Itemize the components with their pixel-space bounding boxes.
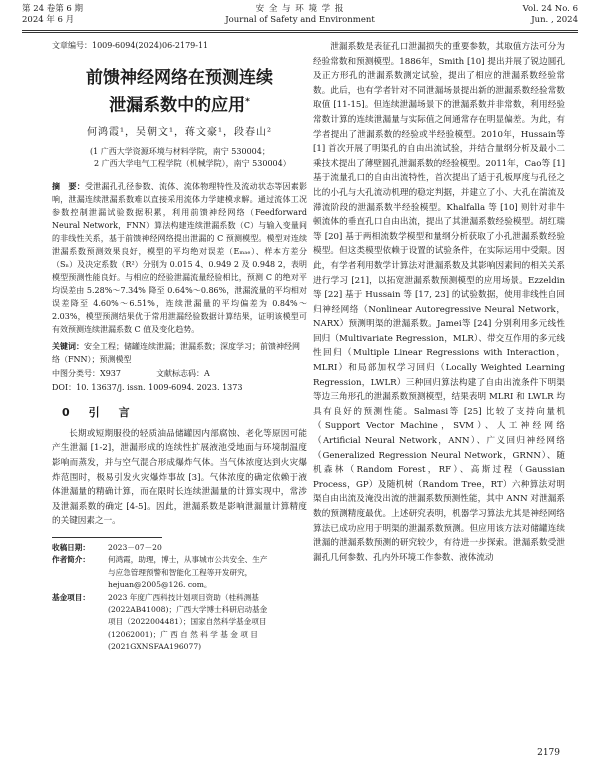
footnote-line: (2022AB41008)；广西大学博士科研启动基金 (108, 605, 268, 615)
authors: 何鸿霞¹，吴朝文¹，蒋文豪¹，段春山² (86, 126, 273, 138)
footnote-line: 与应急管理预警和智能化工程等开发研究， (108, 567, 253, 577)
title-footnote-mark: * (245, 97, 250, 107)
header-center (0, 4, 600, 26)
class-code: 中图分类号：X937 (52, 369, 121, 379)
keywords (52, 340, 307, 366)
doi: DOI：10. 13637/j. issn. 1009-6094. 2023. 1373 (52, 383, 243, 393)
volume-en: Vol. 24 No. 6 (522, 4, 578, 14)
left-column (52, 40, 307, 654)
footnote-line: hejuan@2005@126. com。 (108, 580, 212, 590)
affiliation-1: (1 广西大学资源环境与材料学院，南宁 530004； (90, 147, 270, 157)
classification-line (52, 368, 307, 380)
page-number: 2179 (537, 748, 560, 758)
affiliations (90, 146, 307, 170)
journal-cn: 安 全 与 环 境 学 报 (255, 4, 345, 14)
date-cn: 2024 年 6 月 (22, 15, 75, 25)
abstract-label: 摘 要： (52, 182, 85, 192)
volume-cn: 第 24 卷第 6 期 (22, 4, 84, 14)
intro-paragraph: 长期或短期服役的轻质油品储罐因内部腐蚀、老化等原因可能产生泄漏 [1-2]，泄漏形成的连续性扩展液池受地面与环境制温度影响而蒸发，并与空气混合形成爆炸气体。当气体浓度达到火灾爆炸范围时，极易引发火灾爆炸事故 [3]。气体浓度的确定依赖于液体泄漏量的精确计算，而在限时长连续泄漏量的计算实现中，常涉及泄漏系数的确定 [4-5]。因此，泄漏系数是影响泄漏量计算精度的关键因素之一。 (52, 428, 307, 527)
footnote-line: 2023 年度广西科技计划项目资助（桂科测基 (108, 592, 259, 602)
header-rule-thin (22, 32, 578, 33)
header-rule (22, 30, 578, 31)
abstract (52, 180, 307, 336)
keywords-label: 关键词： (52, 342, 84, 352)
footnote-line: (12062001)；广 西 自 然 科 学 基 金 项 目 (108, 629, 258, 639)
section-heading: 0 引 言 (62, 406, 134, 420)
footnotes (52, 542, 307, 654)
footnote-label: 作者简介： (52, 555, 90, 565)
title-line-2-text: 泄漏系数中的应用 (109, 95, 246, 116)
date-en: Jun. , 2024 (531, 15, 578, 25)
footnote-line: 2023－07－20 (108, 543, 162, 552)
affiliation-2: 2 广西大学电气工程学院（机械学院），南宁 530004） (94, 159, 291, 169)
footnote-funding (52, 592, 307, 654)
footnote-line: 何鸿霞，助理，博士，从事城市公共安全、生产 (108, 555, 268, 565)
title-line-1: 前馈神经网络在预测连续 (86, 68, 273, 88)
footnote-label: 基金项目： (52, 592, 90, 602)
title-line-2 (52, 90, 307, 118)
footnote-line: 项目（2022004481）；国家自然科学基金项目 (108, 617, 267, 627)
journal-en: Journal of Safety and Environment (225, 15, 375, 25)
footnote-author (52, 554, 307, 591)
paper-title (52, 66, 307, 118)
footnote-line: (2021GXNSFAA196077) (108, 642, 202, 652)
header-right (523, 4, 578, 26)
running-header (0, 0, 600, 30)
article-number: 文章编号：1009-6094(2024)06-2179-11 (52, 41, 209, 50)
doc-code: 文献标志码：A (156, 369, 210, 379)
abstract-text: 受泄漏孔孔径参数、流体、流体物理特性及流动状态等因素影响，泄漏连续泄漏系数难以直接采用流体力学建模求解。通过流体工况参数控制泄漏试验数据积累，利用前馈神经网络（Feedforward Neural Network，FNN）算法构建连续泄漏系数（C）与输入变量间的非线性关系，基于前馈神经网络提出泄漏的 C 预测模型。模型对连续泄漏系数预测效果良好，模型的平均绝对误差（Eₘₐₑ）、样本方差分（Sₙ）及决定系数（R²）分别为 0.015 4、0.949 2 及 0.948 2，表明模型预测性能良好。与相应的经验泄漏流量经验相比，预测 C 的绝对平均误差由 5.28%～7.34% 降至 0.64%～0.86%，泄漏流量的平均相对误差降至 4.60%～6.51%，连续泄漏量的平均偏差为 0.84%～2.03%，模型预测结果优于常用泄漏经验数据计算结果，证明该模型可有效预测连续泄漏系数 C 值及变化趋势。 (52, 182, 308, 335)
footnote-received (52, 542, 307, 554)
body-paragraph: 泄漏系数是表征孔口泄漏损失的重要参数，其取值方法可分为经验常数和预测模型。1886年，Smith [10] 提出并展了锐边圆孔及正方形孔的泄漏系数测定试验，提出了相应的泄漏系数经验常数。此后，也有学者针对不同泄漏场景提出新的泄漏系数经验常数取值 [11-15]。但连续泄漏场景下的泄漏系数并非常数，利用经验常数计算的连续泄漏量与实际值之间通常存在明显偏差。为此，有学者提出了泄漏系数的经验或半经验模型。2010年，Hussain等 [1] 首次开展了明渠孔的自由出流试验，并结合量纲分析及最小二乘技术提出了薄壁圆孔泄漏系数的经验模型。2011年，Cao等 [1] 基于流量孔口的自由出流特性，首次提出了适于孔板厚度与孔径之比的小孔与大孔流动机理的稳定判据，并建立了小、大孔在湍流及滞流阶段的泄漏系数半经验模型。Khalfalla 等 [10] 则针对非牛顿流体的垂直孔口自由出流，提出了其泄漏系数经验模型。胡红瑞等 [20] 基于两相流数学模型和量纲分析获取了小孔泄漏系数经验模型。但这类模型依赖于设置的试验条件，在实际运用中受限。因此，有学者利用数学计算法对泄漏系数及其影响因素间的相关关系进行学习 [21]，以拓宽泄漏系数预测模型的应用场景。Ezzeldin 等 [22] 基于 Hussain 等 [17, 23] 的试验数据，使用非线性自回归神经网络（Nonlinear Autoregressive Neural Network，NARX）预测明渠的泄漏系数。Jamei等 [24] 分别利用多元线性回归（Multivariate Regression，MLR）、带交互作用的多元线性回归（Multiple Linear Regressions with Interaction，MLRI）和局部加权学习回归（Locally Weighted Learning Regression，LWLR）三种回归算法构建了自由出流条件下明渠等边三角形孔的泄漏系数预测模型，结果表明 MLRI 和 LWLR 均具有良好的预测性能。Salmasi等 [25] 比较了支持向量机（Support Vector Machine，SVM）、人工神经网络（Artificial Neural Network，ANN）、广义回归神经网络（Generalized Regression Neural Network，GRNN）、随机森林（Random Forest，RF）、高斯过程（Gaussian Process，GP）及随机树（Random Tree，RT）六种算法对明渠自由出流及淹没出流的泄漏系数预测性能，其中 ANN 对泄漏系数的预测精度最优。上述研究表明，机器学习算法尤其是神经网络算法已成功应用于明渠的泄漏系数预测。但应用该方法对储罐连续泄漏的泄漏系数预测的研究较少，有待进一步探索。泄漏系数受泄漏孔几何参数、孔内外环境工作参数、液体流动 (313, 42, 565, 563)
footnote-label: 收稿日期： (52, 543, 90, 552)
keywords-text: 安全工程；储罐连续泄漏；泄漏系数；深度学习；前馈神经网络（FNN）；预测模型 (52, 342, 300, 365)
footnote-rule (52, 537, 162, 538)
right-column (313, 40, 565, 565)
